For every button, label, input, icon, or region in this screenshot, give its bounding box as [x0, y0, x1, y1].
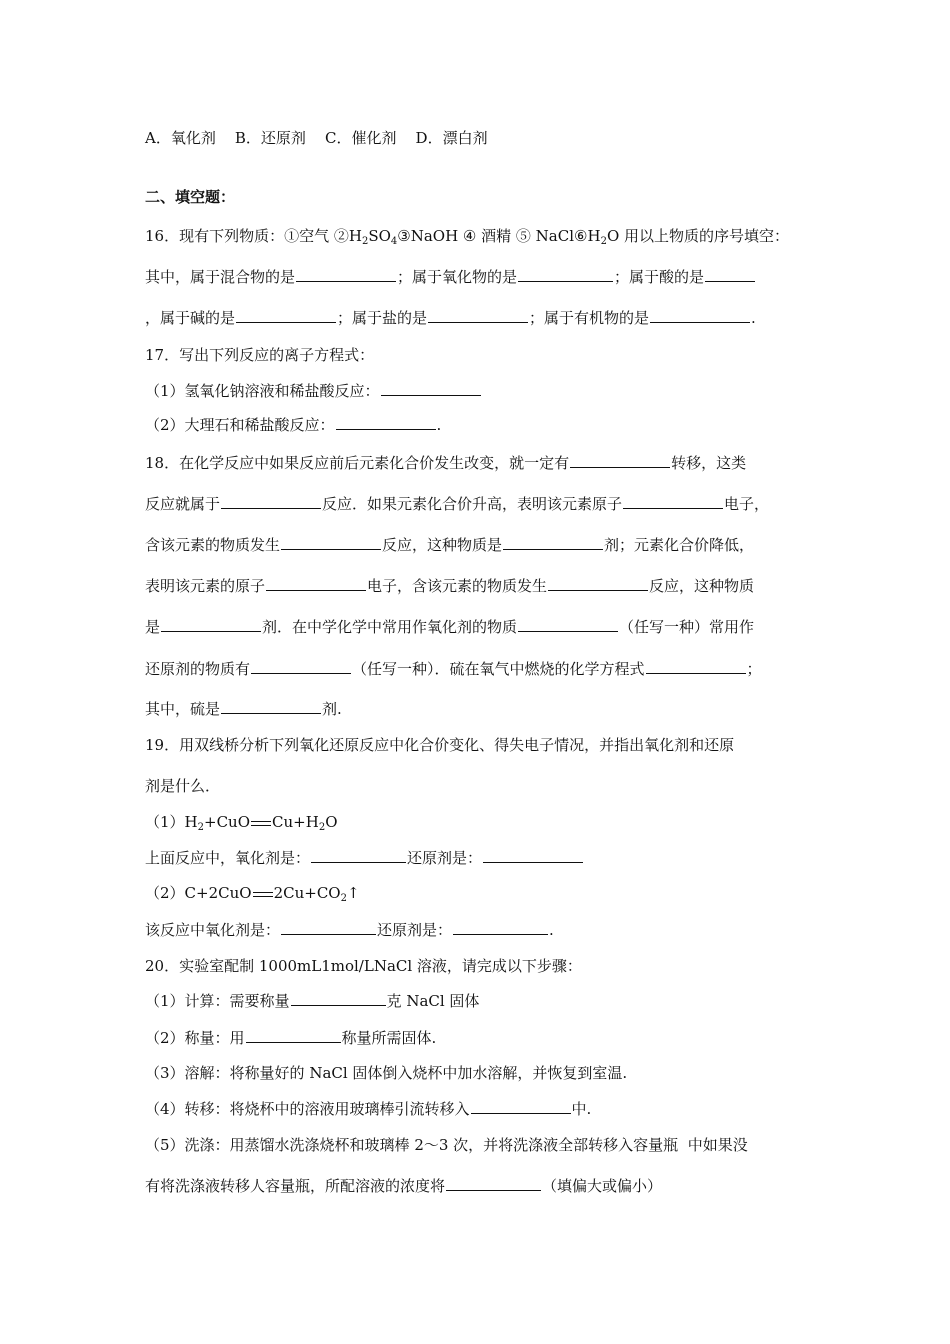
q18-line4: 表明该元素的原子 电子，含该元素的物质发生 反应，这种物质	[145, 577, 755, 595]
blank-q18-4[interactable]	[281, 534, 381, 550]
q18-line6: 还原剂的物质有 （任写一种）．硫在氧气中燃烧的化学方程式 ；	[145, 660, 762, 678]
blank-q19-1[interactable]	[311, 847, 406, 863]
blank-q18-8[interactable]	[161, 616, 261, 632]
q19-reaction1: $(1)H_2+CuO$ $Cu+H_2O$	[145, 813, 338, 833]
q20-step5-line1: （5）洗涤：用蒸馏水洗涤烧杯和玻璃棒 2～3 次，并将洗涤液全部转移入容量瓶 中如果没	[145, 1136, 748, 1154]
blank-q18-6[interactable]	[266, 575, 366, 591]
blank-q17-1[interactable]	[381, 380, 481, 396]
q16-intro: 16．现有下列物质：①空气 $②H_2SO_4③NaOH$ ④ 酒精 ⑤ $NaCl⑥H_2O$ 用以上物质的序号填空：	[145, 227, 790, 247]
blank-organic[interactable]	[650, 307, 750, 323]
q15-options: A．氧化剂 B．还原剂 C．催化剂 D．漂白剂	[145, 129, 488, 147]
q18-line3: 含该元素的物质发生 反应，这种物质是 剂；元素化合价降低，	[145, 536, 755, 554]
q20-title: 20．实验室配制 1000mL1mol/LNaCl 溶液，请完成以下步骤：	[145, 957, 582, 975]
q20-step5-line2: 有将洗涤液转移人容量瓶，所配溶液的浓度将 （填偏大或偏小）	[145, 1177, 663, 1195]
q19-reaction2-question: 该反应中氧化剂是： 还原剂是： .	[145, 921, 554, 939]
blank-q18-2[interactable]	[221, 493, 321, 509]
blank-q19-4[interactable]	[453, 919, 548, 935]
q19-line1: 19．用双线桥分析下列氧化还原反应中化合价变化、得失电子情况，并指出氧化剂和还原	[145, 736, 735, 754]
q16-line2: ，属于碱的是 ；属于盐的是 ；属于有机物的是 .	[145, 309, 756, 327]
blank-q18-3[interactable]	[623, 493, 723, 509]
blank-q18-11[interactable]	[646, 658, 746, 674]
blank-q18-12[interactable]	[221, 698, 321, 714]
blank-q18-1[interactable]	[570, 452, 670, 468]
blank-oxide[interactable]	[518, 266, 613, 282]
blank-q18-9[interactable]	[518, 616, 618, 632]
blank-q17-2[interactable]	[336, 414, 436, 430]
blank-q20-3[interactable]	[471, 1098, 571, 1114]
blank-q19-3[interactable]	[281, 919, 376, 935]
q18-line1: 18．在化学反应中如果反应前后元素化合价发生改变，就一定有 转移，这类	[145, 454, 747, 472]
q20-step2: （2）称量：用 称量所需固体.	[145, 1029, 437, 1047]
q20-step4: （4）转移：将烧杯中的溶液用玻璃棒引流转移入 中.	[145, 1100, 592, 1118]
blank-salt[interactable]	[428, 307, 528, 323]
equals-sign	[251, 821, 271, 826]
q20-step1: （1）计算：需要称量 克 NaCl 固体	[145, 992, 480, 1010]
section-title: 二、填空题：	[145, 188, 236, 206]
blank-mixture[interactable]	[296, 266, 396, 282]
blank-q18-5[interactable]	[503, 534, 603, 550]
blank-q19-2[interactable]	[483, 847, 583, 863]
q17-part1: （1）氢氧化钠溶液和稀盐酸反应：	[145, 380, 482, 401]
q19-line2: 剂是什么．	[145, 777, 221, 795]
equals-sign	[253, 892, 273, 897]
q20-step3: （3）溶解：将称量好的 NaCl 固体倒入烧杯中加水溶解，并恢复到室温.	[145, 1064, 628, 1082]
blank-q20-1[interactable]	[291, 990, 386, 1006]
q19-reaction2: （2）C+2CuO $2Cu+CO_2↑$	[145, 884, 360, 904]
blank-q18-7[interactable]	[548, 575, 648, 591]
blank-acid[interactable]	[705, 266, 755, 282]
q16-line1: 其中，属于混合物的是 ；属于氧化物的是 ；属于酸的是	[145, 266, 756, 287]
q19-reaction1-question: 上面反应中，氧化剂是： 还原剂是：	[145, 847, 584, 868]
q18-line2: 反应就属于 反应．如果元素化合价升高，表明该元素原子 电子，	[145, 495, 770, 513]
blank-q20-2[interactable]	[246, 1027, 341, 1043]
q17-title: 17．写出下列反应的离子方程式：	[145, 346, 375, 364]
q18-line7: 其中，硫是 剂.	[145, 700, 342, 718]
blank-q20-4[interactable]	[446, 1175, 541, 1191]
q18-line5: 是 剂．在中学化学中常用作氧化剂的物质 （任写一种）常用作	[145, 618, 755, 636]
q17-part2: （2）大理石和稀盐酸反应： .	[145, 416, 442, 434]
blank-base[interactable]	[236, 307, 336, 323]
blank-q18-10[interactable]	[251, 658, 351, 674]
